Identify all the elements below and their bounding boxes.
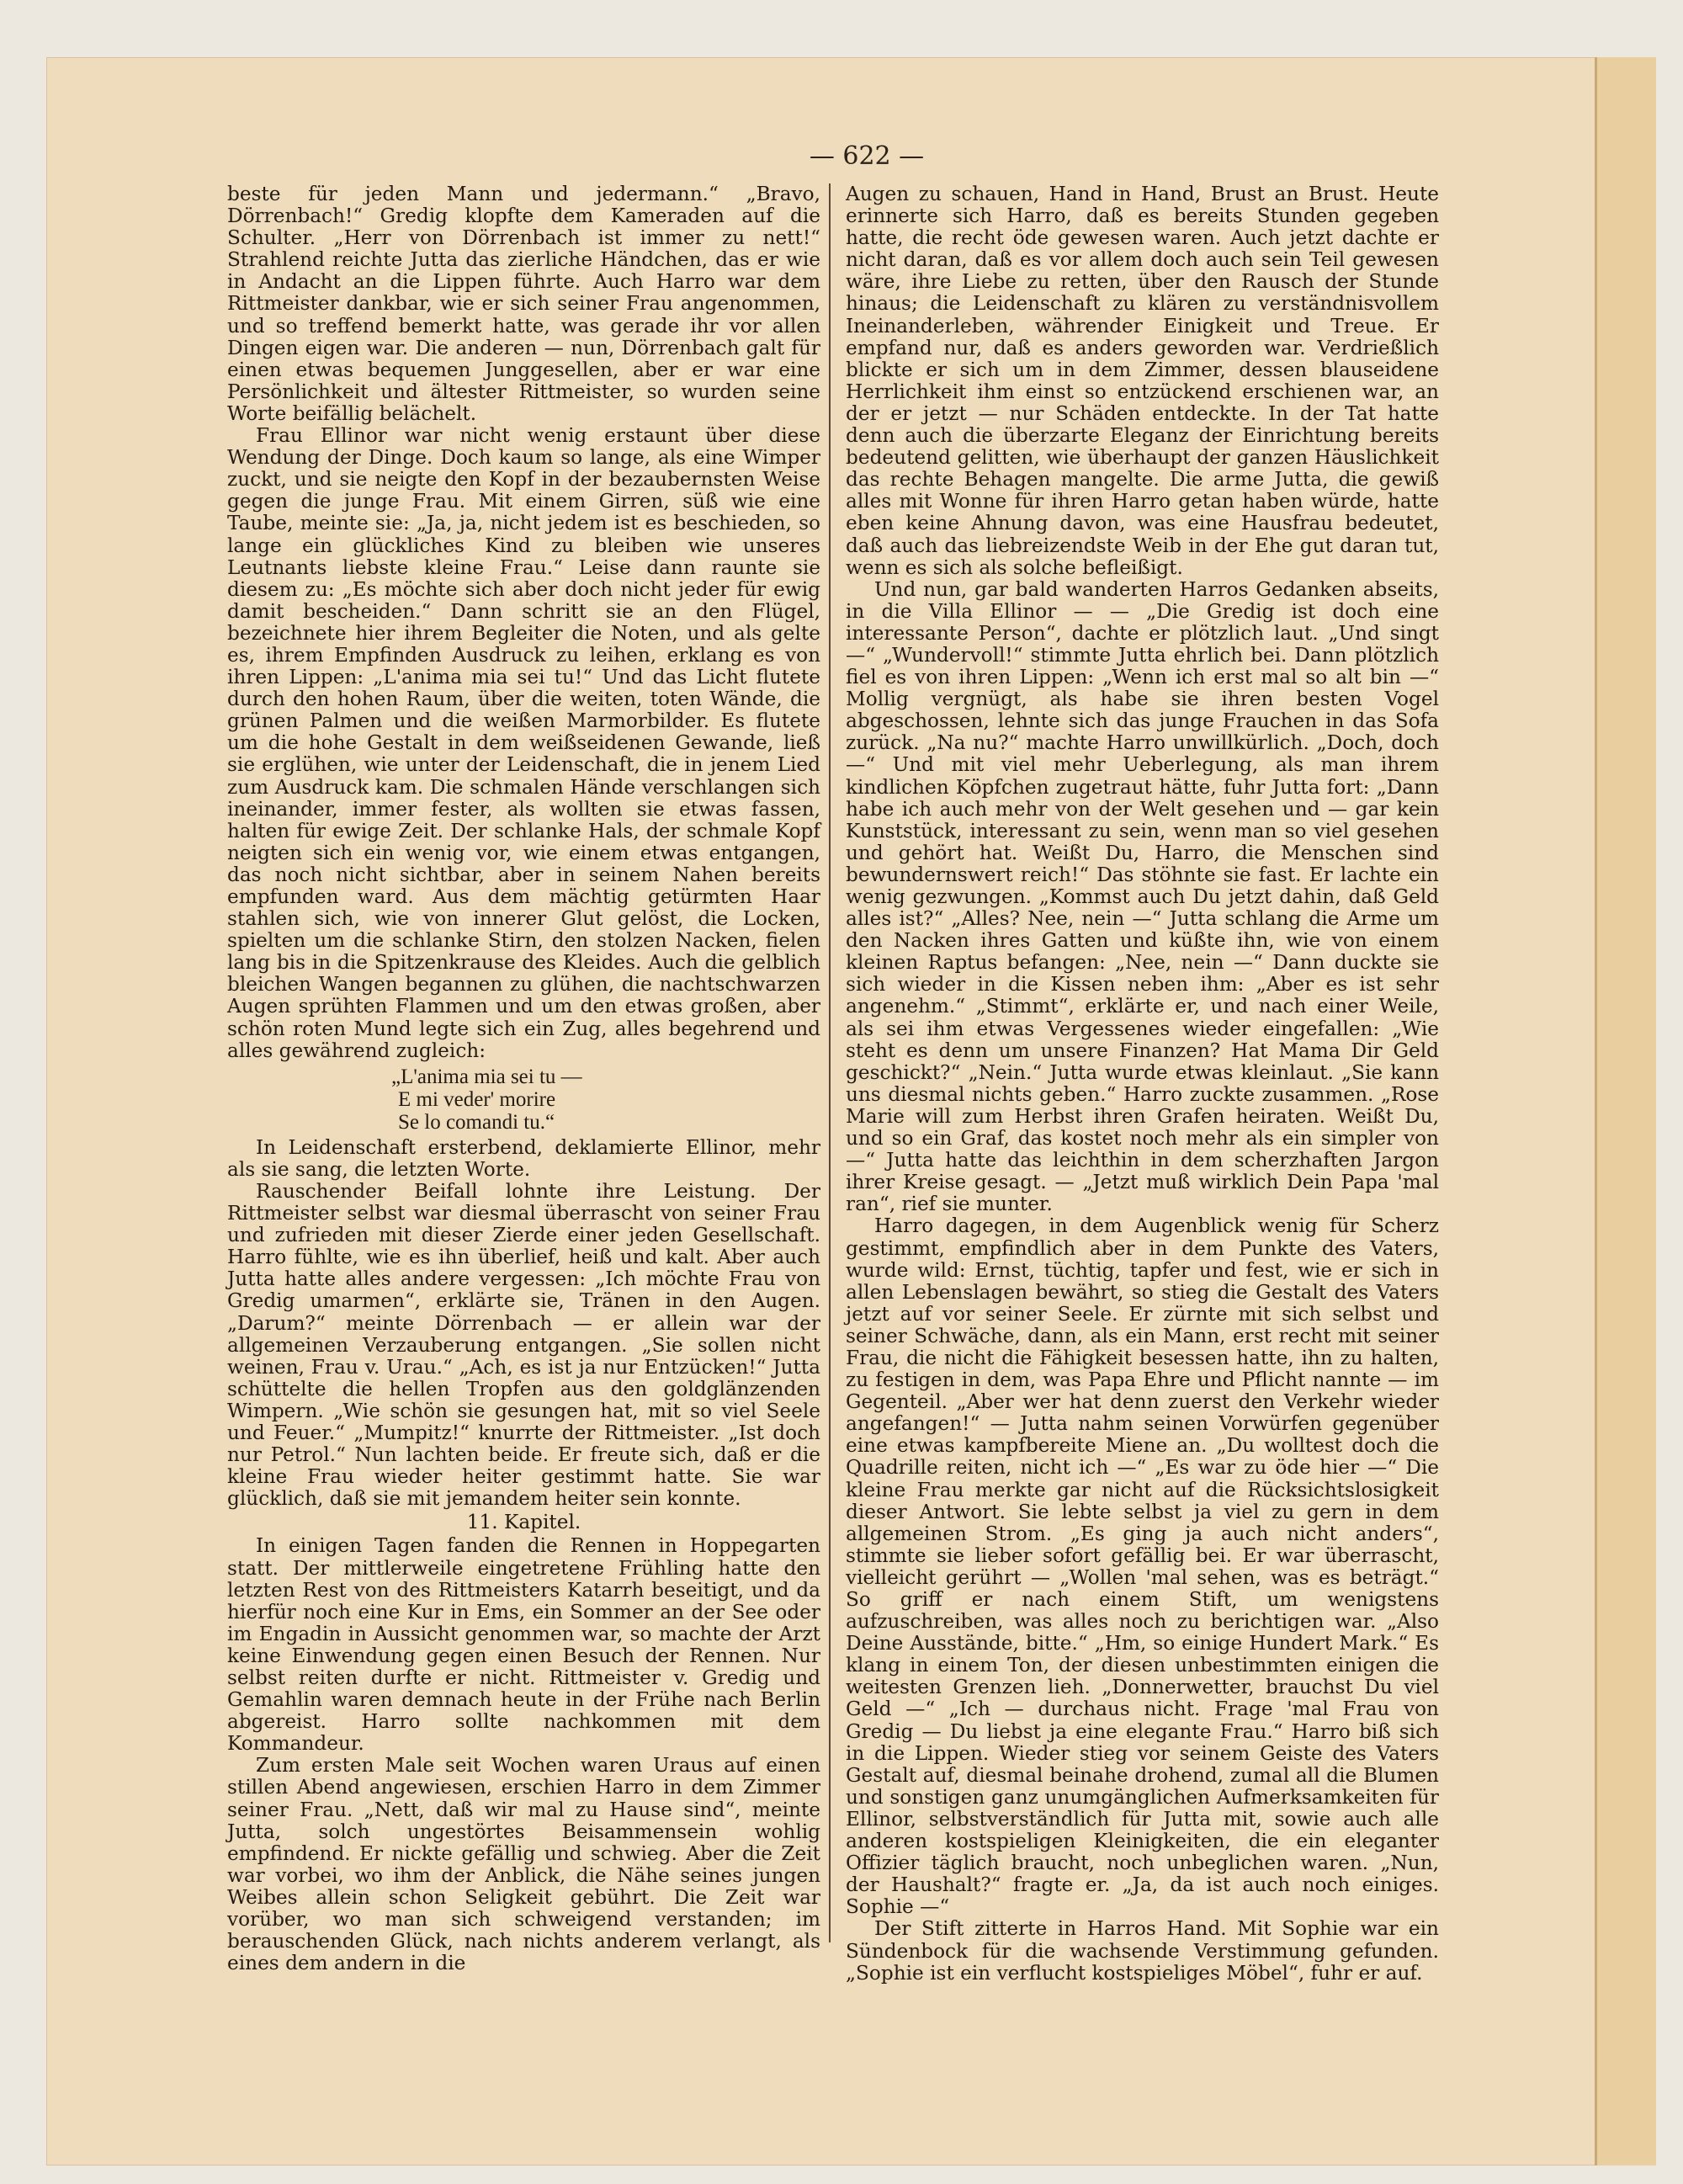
poem-quote xyxy=(391,1065,820,1134)
poem-line: E mi veder' morire xyxy=(398,1087,556,1111)
paragraph: Rauschender Beifall lohnte ihre Leistung. Der Rittmeister selbst war diesmal überrascht von seiner Frau und zufrieden mit dieser Zierde einer jeden Gesellschaft. Harro fühlte, wie es ihn überlief, heiß und kalt. Aber auch Jutta hatte alles andere vergessen: „Ich möchte Frau von Gredig umarmen“, erklärte sie, Tränen in den Augen. „Darum?“ meinte Dörrenbach — er allein war der allgemeinen Verzauberung entgangen. „Sie sollen nicht weinen, Frau v. Urau.“ „Ach, es ist ja nur Entzücken!“ Jutta schüttelte die hellen Tropfen aus den goldglänzenden Wimpern. „Wie schön sie gesungen hat, mit so viel Seele und Feuer.“ „Mumpitz!“ knurrte der Rittmeister. „Ist doch nur Petrol.“ Nun lachten beide. Er freute sich, daß er die kleine Frau wieder heiter gestimmt hatte. Sie war glücklich, daß sie mit jemandem heiter sein konnte. xyxy=(227,1179,820,1511)
paragraph: In Leidenschaft ersterbend, deklamierte Ellinor, mehr als sie sang, die letzten Worte. xyxy=(227,1135,820,1181)
chapter-heading: 11. Kapitel. xyxy=(466,1511,581,1534)
page-edge xyxy=(1595,57,1656,2165)
paragraph: Der Stift zitterte in Harros Hand. Mit Sophie war ein Sündenbock für die wachsende Verstimmung gefunden. „Sophie ist ein verflucht kostspieliges Möbel“, fuhr er auf. xyxy=(846,1917,1439,1985)
paragraph: Harro dagegen, in dem Augenblick wenig für Scherz gestimmt, empfindlich aber in dem Punkte des Vaters, wurde wild: Ernst, tüchtig, tapfer und fest, wie er sich in allen Lebenslagen bewährt, so stieg die Gestalt des Vaters jetzt auf vor seiner Seele. Er zürnte mit sich selbst und seiner Schwäche, dann, als ein Mann, erst recht mit seiner Frau, die nicht die Fähigkeit besessen hatte, ihn zu halten, zu festigen in dem, was Papa Ehre und Pflicht nannte — im Gegenteil. „Aber wer hat denn zuerst den Verkehr wieder angefangen!“ — Jutta nahm seinen Vorwürfen gegenüber eine etwas kampfbereite Miene an. „Du wolltest doch die Quadrille reiten, nicht ich —“ „Es war zu öde hier —“ Die kleine Frau merkte gar nicht auf die Rücksichtslosigkeit dieser Antwort. Sie lebte selbst ja viel zu gern in dem allgemeinen Strom. „Es ging ja auch nicht anders“, stimmte sie lieber sofort gefällig bei. Er war überrascht, vielleicht gerührt — „Wollen 'mal sehen, was es beträgt.“ So griff er nach einem Stift, um wenigstens aufzuschreiben, was alles noch zu berichtigen war. „Also Deine Ausstände, bitte.“ „Hm, so einige Hundert Mark.“ Es klang in einem Ton, der diesen unbestimmten einigen die weitesten Grenzen lieh. „Donnerwetter, brauchst Du viel Geld —“ „Ich — durchaus nicht. Frage 'mal Frau von Gredig — Du liebst ja eine elegante Frau.“ Harro biß sich in die Lippen. Wieder stieg vor seinem Geiste des Vaters Gestalt auf, diesmal beinahe drohend, zumal all die Blumen und sonstigen ganz unumgänglichen Aufmerksamkeiten für Ellinor, selbstverständlich für Jutta mit, sowie auch alle anderen kostspieligen Kleinigkeiten, die ein eleganter Offizier täglich braucht, noch unbeglichen waren. „Nun, der Haushalt?“ fragte er. „Ja, da ist auch noch einiges. Sophie —“ xyxy=(846,1214,1439,1919)
left-column xyxy=(227,183,820,1974)
paragraph: Und nun, gar bald wanderten Harros Gedanken abseits, in die Villa Ellinor — — „Die Gredig ist doch eine interessante Person“, dachte er plötzlich laut. „Und singt —“ „Wundervoll!“ stimmte Jutta ehrlich bei. Dann plötzlich fiel es von ihren Lippen: „Wenn ich erst mal so alt bin —“ Mollig vergnügt, als habe sie ihren besten Vogel abgeschossen, lehnte sich das junge Frauchen in das Sofa zurück. „Na nu?“ machte Harro unwillkürlich. „Doch, doch —“ Und mit viel mehr Ueberlegung, als man ihrem kindlichen Köpfchen zugetraut hätte, fuhr Jutta fort: „Dann habe ich auch mehr von der Welt gesehen und — gar kein Kunststück, interessant zu sein, wenn man so viel gesehen und gehört hat. Weißt Du, Harro, die Menschen sind bewundernswert reich!“ Das stöhnte sie fast. Er lachte ein wenig gezwungen. „Kommst auch Du jetzt dahin, daß Geld alles ist?“ „Alles? Nee, nein —“ Jutta schlang die Arme um den Nacken ihres Gatten und küßte ihn, wie von einem kleinen Raptus befangen: „Nee, nein —“ Dann duckte sie sich wieder in die Kissen neben ihm: „Aber es ist sehr angenehm.“ „Stimmt“, erklärte er, und nach einer Weile, als sei ihm etwas Vergessenes wieder eingefallen: „Wie steht es denn um unsere Finanzen? Hat Mama Dir Geld geschickt?“ „Nein.“ Jutta wurde etwas kleinlaut. „Sie kann uns diesmal nichts geben.“ Harro zuckte zusammen. „Rose Marie will zum Herbst ihren Grafen heiraten. Weißt Du, und so ein Graf, das kostet noch mehr als ein simpler von —“ Jutta hatte das leichthin in dem scherzhaften Jargon ihrer Kreise gesagt. — „Jetzt muß wirklich Dein Papa 'mal ran“, rief sie munter. xyxy=(846,577,1439,1216)
paragraph: Zum ersten Male seit Wochen waren Uraus auf einen stillen Abend angewiesen, erschien Harro in dem Zimmer seiner Frau. „Nett, daß wir mal zu Hause sind“, meinte Jutta, solch ungestörtes Beisammensein wohlig empfindend. Er nickte gefällig und schwieg. Aber die Zeit war vorbei, wo ihm der Anblick, die Nähe seines jungen Weibes allein schon Seligkeit gebührt. Die Zeit war vorüber, wo man sich schweigend verstanden; im berauschenden Glück, nach nichts anderem verlangt, als eines dem andern in die xyxy=(227,1754,820,1975)
page-number: — 622 — xyxy=(809,141,925,171)
paragraph: beste für jeden Mann und jedermann.“ „Bravo, Dörrenbach!“ Gredig klopfte dem Kameraden auf die Schulter. „Herr von Dörrenbach ist immer zu nett!“ Strahlend reichte Jutta das zierliche Händchen, das er wie in Andacht an die Lippen führte. Auch Harro war dem Rittmeister dankbar, wie er sich seiner Frau angenommen, und so treffend bemerkt hatte, was gerade ihr vor allen Dingen eigen war. Die anderen — nun, Dörrenbach galt für einen etwas bequemen Junggesellen, aber er war eine Persönlichkeit und ältester Rittmeister, so wurden seine Worte beifällig belächelt. xyxy=(227,183,820,425)
paragraph: Frau Ellinor war nicht wenig erstaunt über diese Wendung der Dinge. Doch kaum so lange, als eine Wimper zuckt, und sie neigte den Kopf in der bezaubernsten Weise gegen die junge Frau. Mit einem Girren, süß wie eine Taube, meinte sie: „Ja, ja, nicht jedem ist es beschieden, so lange ein glückliches Kind zu bleiben wie unseres Leutnants liebste kleine Frau.“ Leise dann raunte sie diesem zu: „Es möchte sich aber doch nicht jeder für ewig damit bescheiden.“ Dann schritt sie an den Flügel, bezeichnete hier ihrem Begleiter die Noten, und als gelte es, ihrem Empfinden Ausdruck zu leihen, erklang es von ihren Lippen: „L'anima mia sei tu!“ Und das Licht flutete durch den hohen Raum, über die weiten, toten Wände, die grünen Palmen und die weißen Marmorbilder. Es flutete um die hohe Gestalt in dem weißseidenen Gewande, ließ sie erglühen, wie unter der Leidenschaft, die in jenem Lied zum Ausdruck kam. Die schmalen Hände verschlangen sich ineinander, immer fester, als wollten sie etwas fassen, halten für ewige Zeit. Der schlanke Hals, der schmale Kopf neigten sich ein wenig vor, wie einem etwas entgangen, das noch nicht sichtbar, aber in seinem Nahen bereits empfunden ward. Aus dem mächtig getürmten Haar stahlen sich, wie von innerer Glut gelöst, die Locken, spielten um die schlanke Stirn, den stolzen Nacken, fielen lang bis in die Spitzenkrause des Kleides. Auch die gelblich bleichen Wangen begannen zu glühen, die nachtschwarzen Augen sprühten Flammen und um den etwas großen, aber schön roten Mund legte sich ein Zug, alles begehrend und alles gewährend zugleich: xyxy=(227,424,820,1062)
column-rule xyxy=(829,183,831,1942)
right-column xyxy=(846,183,1439,1985)
poem-line: „L'anima mia sei tu — xyxy=(391,1065,582,1088)
paragraph: In einigen Tagen fanden die Rennen in Hoppegarten statt. Der mittlerweile eingetretene Frühling hatte den letzten Rest von des Rittmeisters Katarrh beseitigt, und da hierfür noch eine Kur in Ems, ein Sommer an der See oder im Engadin in Aussicht genommen war, so machte der Arzt keine Einwendung gegen einen Besuch der Rennen. Nur selbst reiten durfte er nicht. Rittmeister v. Gredig und Gemahlin waren demnach heute in der Frühe nach Berlin abgereist. Harro sollte nachkommen mit dem Kommandeur. xyxy=(227,1534,820,1756)
paragraph: Augen zu schauen, Hand in Hand, Brust an Brust. Heute erinnerte sich Harro, daß es bereits Stunden gegeben hatte, die recht öde gewesen waren. Auch jetzt dachte er nicht daran, daß es vor allem doch auch sein Teil gewesen wäre, ihre Liebe zu retten, über den Rausch der Stunde hinaus; die Leidenschaft zu klären zu verständnisvollem Ineinanderleben, währender Einigkeit und Treue. Er empfand nur, daß es anders geworden war. Verdrießlich blickte er sich um in dem Zimmer, dessen blauseidene Herrlichkeit ihm einst so entzückend erschienen war, an der er jetzt — nur Schäden entdeckte. In der Tat hatte denn auch die überzarte Eleganz der Einrichtung bereits bedeutend gelitten, wie überhaupt der ganzen Häuslichkeit das rechte Behagen mangelte. Die arme Jutta, die gewiß alles mit Wonne für ihren Harro getan haben würde, hatte eben keine Ahnung davon, was eine Hausfrau bedeutet, daß auch das liebreizendste Weib in der Ehe gut daran tut, wenn es sich als solche befleißigt. xyxy=(846,183,1439,579)
poem-line: Se lo comandi tu.“ xyxy=(398,1110,555,1134)
